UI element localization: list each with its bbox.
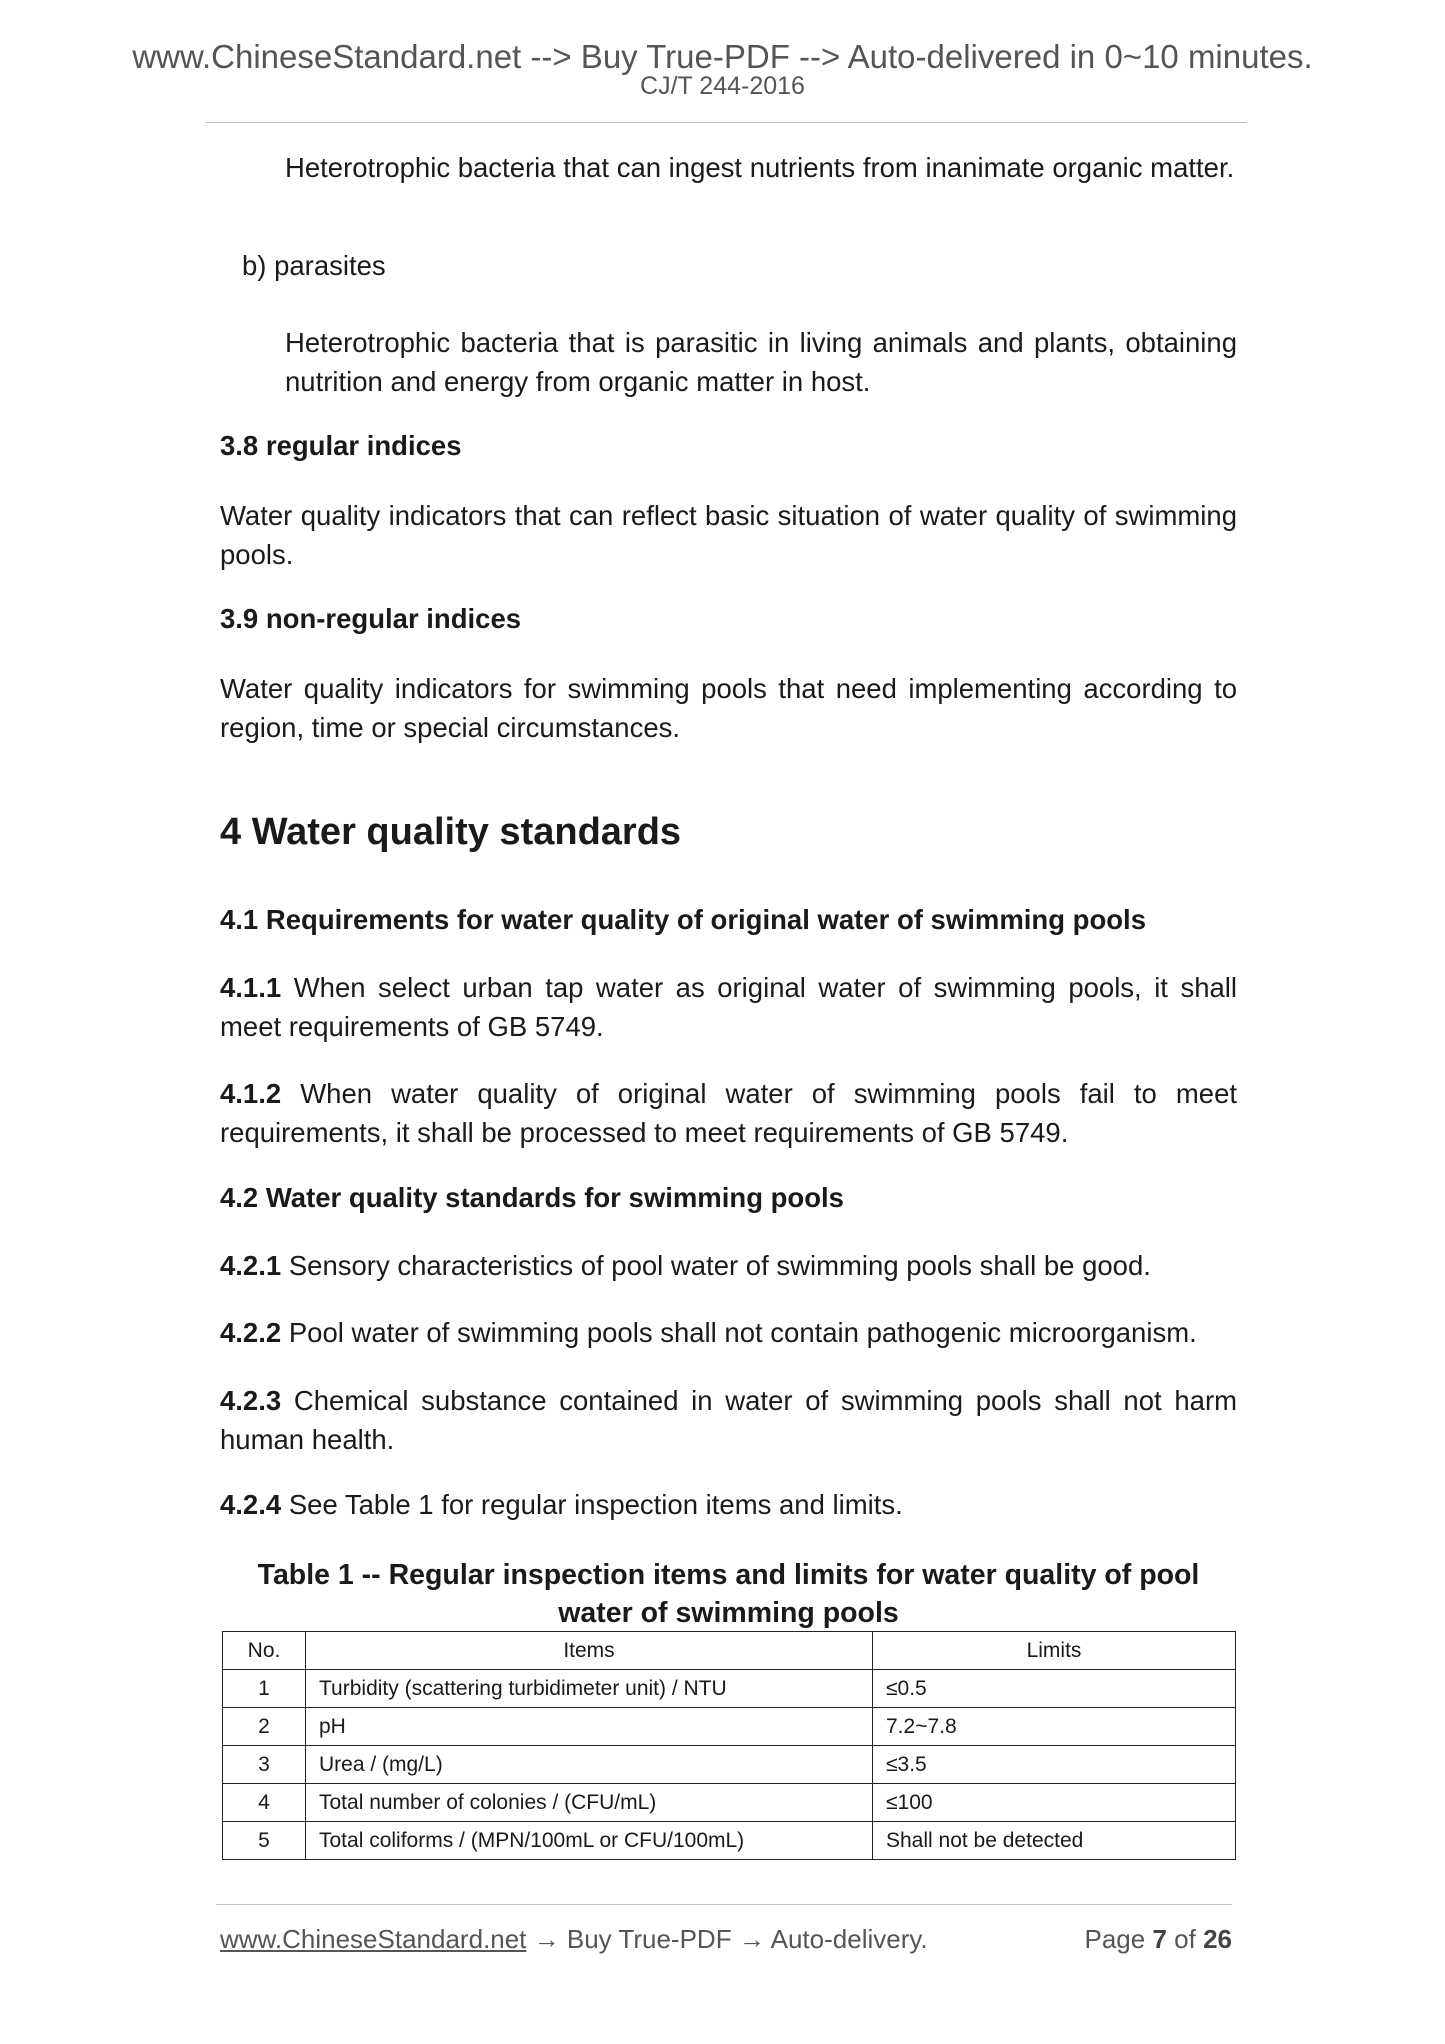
cell-no: 1 [223, 1670, 306, 1708]
auto-delivery-text: Auto-delivery. [770, 1924, 928, 1954]
page-label: Page [1084, 1924, 1146, 1954]
page-number [1084, 1924, 1232, 1955]
table-1 [222, 1631, 1236, 1860]
footer-divider [216, 1904, 1232, 1905]
top-banner: www.ChineseStandard.net --> Buy True-PDF --> Auto-delivered in 0~10 minutes. [132, 38, 1313, 75]
table-row [223, 1670, 1236, 1708]
table-row [223, 1822, 1236, 1860]
clause-text: See Table 1 for regular inspection items and limits. [288, 1489, 903, 1520]
arrow-right-icon: → [533, 1924, 560, 1954]
clause-4-1-2 [220, 1074, 1237, 1152]
clause-number: 4.2.2 [220, 1317, 282, 1348]
of-label: of [1174, 1924, 1196, 1954]
header-items: Items [306, 1632, 873, 1670]
clause-4-2-3 [220, 1381, 1237, 1459]
list-item-b [242, 246, 1222, 285]
clause-4-2-2 [220, 1313, 1250, 1352]
clause-number: 4.1.1 [220, 972, 282, 1003]
arrow-right-icon: → [738, 1924, 765, 1954]
term-parasites: parasites [274, 250, 386, 281]
clause-4-1-1 [220, 968, 1237, 1046]
saprophytes-definition: Heterotrophic bacteria that can ingest nutrients from inanimate organic matter. [285, 152, 1235, 183]
clause-4-2-4 [220, 1485, 1237, 1524]
cell-item: Total number of colonies / (CFU/mL) [306, 1784, 873, 1822]
cell-limit: ≤0.5 [873, 1670, 1236, 1708]
buy-true-pdf-text: Buy True-PDF [566, 1924, 732, 1954]
page-footer [220, 1924, 1232, 1955]
clause-number: 4.2.4 [220, 1489, 282, 1520]
list-marker: b) [242, 250, 267, 281]
clause-text: When select urban tap water as original water of swimming pools, it shall meet requirements of GB 5749. [220, 972, 1238, 1042]
cell-no: 5 [223, 1822, 306, 1860]
cell-no: 3 [223, 1746, 306, 1784]
document-body [220, 0, 1237, 1550]
section-4-1-heading: 4.1 Requirements for water quality of original water of swimming pools [220, 904, 1146, 935]
cell-limit: Shall not be detected [873, 1822, 1236, 1860]
section-3-8-text: Water quality indicators that can reflect basic situation of water quality of swimming pools. [220, 500, 1237, 570]
clause-number: 4.1.2 [220, 1078, 282, 1109]
header-no: No. [223, 1632, 306, 1670]
clause-4-2-1 [220, 1246, 1237, 1285]
table-header-row [223, 1632, 1236, 1670]
clause-text: When water quality of original water of swimming pools fail to meet requirements, it shall be processed to meet requirements of GB 5749. [220, 1078, 1237, 1148]
section-3-8-heading: 3.8 regular indices [220, 430, 462, 461]
cell-no: 2 [223, 1708, 306, 1746]
section-4-2-heading: 4.2 Water quality standards for swimming pools [220, 1182, 844, 1213]
cell-limit: ≤3.5 [873, 1746, 1236, 1784]
cell-limit: 7.2~7.8 [873, 1708, 1236, 1746]
cell-item: Urea / (mg/L) [306, 1746, 873, 1784]
page-current: 7 [1152, 1924, 1167, 1954]
page-total: 26 [1203, 1924, 1232, 1954]
clause-text: Chemical substance contained in water of swimming pools shall not harm human health. [220, 1385, 1238, 1455]
clause-number: 4.2.3 [220, 1385, 282, 1416]
cell-no: 4 [223, 1784, 306, 1822]
section-4-heading: 4 Water quality standards [220, 811, 682, 853]
table-row [223, 1746, 1236, 1784]
section-3-9-text: Water quality indicators for swimming pools that need implementing according to region, time or special circumstances. [220, 673, 1237, 743]
standard-code: CJ/T 244-2016 [640, 72, 805, 100]
clause-number: 4.2.1 [220, 1250, 282, 1281]
site-link[interactable]: www.ChineseStandard.net [220, 1924, 527, 1954]
table-row [223, 1784, 1236, 1822]
header-limits: Limits [873, 1632, 1236, 1670]
table-1-caption: Table 1 -- Regular inspection items and limits for water quality of pool water of swimming pools [257, 1559, 1200, 1629]
parasites-definition: Heterotrophic bacteria that is parasitic in living animals and plants, obtaining nutrition and energy from organic matter in host. [285, 327, 1237, 397]
clause-text: Sensory characteristics of pool water of swimming pools shall be good. [288, 1250, 1151, 1281]
cell-item: Turbidity (scattering turbidimeter unit) / NTU [306, 1670, 873, 1708]
table-row [223, 1708, 1236, 1746]
cell-limit: ≤100 [873, 1784, 1236, 1822]
clause-text: Pool water of swimming pools shall not contain pathogenic microorganism. [288, 1317, 1197, 1348]
section-3-9-heading: 3.9 non-regular indices [220, 603, 522, 634]
cell-item: Total coliforms / (MPN/100mL or CFU/100mL) [306, 1822, 873, 1860]
cell-item: pH [306, 1708, 873, 1746]
